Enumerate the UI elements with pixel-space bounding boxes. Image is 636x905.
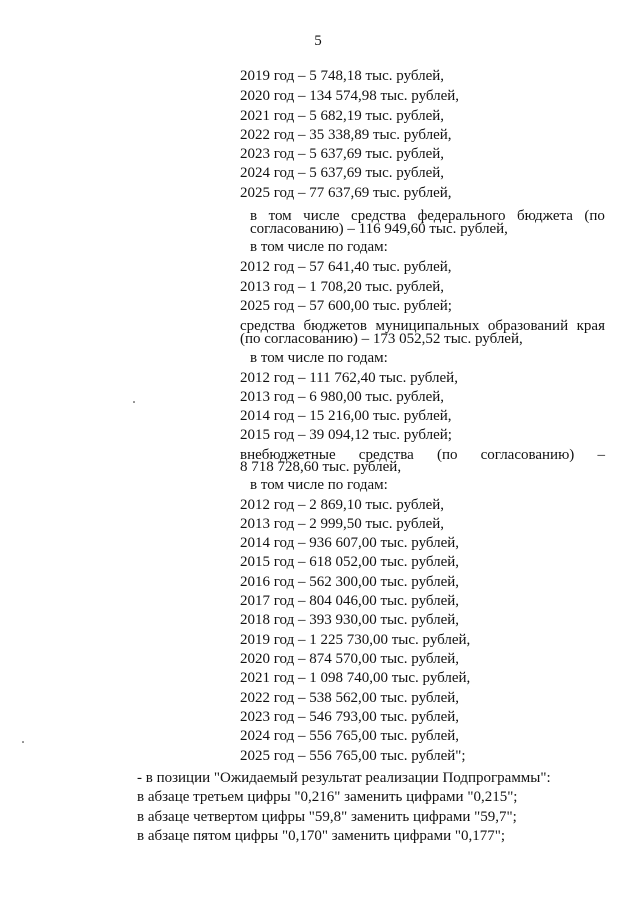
extrabudget-year-line: 2023 год – 546 793,00 тыс. рублей,	[240, 709, 460, 725]
word: федерального	[417, 208, 506, 224]
extrabudget-year-line: 2020 год – 874 570,00 тыс. рублей,	[240, 651, 460, 667]
word: согласованию)	[480, 447, 575, 463]
amendment-line: в абзаце пятом цифры "0,170" заменить цифрами "0,177";	[137, 828, 506, 844]
word: средства	[351, 208, 407, 224]
extrabudget-year-line: 2014 год – 936 607,00 тыс. рублей,	[240, 535, 460, 551]
by-years-label: в том числе по годам:	[250, 239, 388, 255]
budget-year-line: 2023 год – 5 637,69 тыс. рублей,	[240, 146, 445, 162]
extrabudget-year-line: 2015 год – 618 052,00 тыс. рублей,	[240, 554, 460, 570]
municipal-year-line: 2015 год – 39 094,12 тыс. рублей;	[240, 427, 452, 443]
budget-year-line: 2024 год – 5 637,69 тыс. рублей,	[240, 165, 445, 181]
extrabudget-year-line: 2018 год – 393 930,00 тыс. рублей,	[240, 612, 460, 628]
municipal-year-line: 2013 год – 6 980,00 тыс. рублей,	[240, 389, 445, 405]
municipal-year-line: 2014 год – 15 216,00 тыс. рублей,	[240, 408, 452, 424]
word: бюджетов	[303, 318, 367, 334]
by-years-label: в том числе по годам:	[250, 350, 388, 366]
federal-line-2: согласованию) – 116 949,60 тыс. рублей,	[250, 221, 508, 237]
budget-year-line: 2020 год – 134 574,98 тыс. рублей,	[240, 88, 460, 104]
word: средства	[358, 447, 414, 463]
extrabudget-year-line: 2013 год – 2 999,50 тыс. рублей,	[240, 516, 445, 532]
word: том	[268, 208, 292, 224]
extrabudget-year-line: 2016 год – 562 300,00 тыс. рублей,	[240, 574, 460, 590]
word: числе	[303, 208, 340, 224]
amendment-line: - в позиции "Ожидаемый результат реализации Подпрограммы":	[137, 770, 551, 786]
budget-year-line: 2019 год – 5 748,18 тыс. рублей,	[240, 68, 445, 84]
extrabudget-year-line: 2017 год – 804 046,00 тыс. рублей,	[240, 593, 460, 609]
word: –	[597, 447, 605, 463]
word: (по	[584, 208, 605, 224]
amendment-line: в абзаце четвертом цифры "59,8" заменить цифрами "59,7";	[137, 809, 517, 825]
extrabudget-year-line: 2021 год – 1 098 740,00 тыс. рублей,	[240, 670, 471, 686]
page-number: 5	[314, 33, 322, 49]
word: образований	[487, 318, 569, 334]
by-years-label: в том числе по годам:	[250, 477, 388, 493]
extrabudget-line-2: 8 718 728,60 тыс. рублей,	[240, 459, 402, 475]
federal-year-line: 2013 год – 1 708,20 тыс. рублей,	[240, 279, 445, 295]
extrabudget-year-line: 2012 год – 2 869,10 тыс. рублей,	[240, 497, 445, 513]
budget-year-line: 2025 год – 77 637,69 тыс. рублей,	[240, 185, 452, 201]
word: муниципальных	[375, 318, 480, 334]
word: бюджета	[516, 208, 573, 224]
extrabudget-year-line: 2019 год – 1 225 730,00 тыс. рублей,	[240, 632, 471, 648]
word: края	[576, 318, 605, 334]
word: в	[250, 208, 258, 224]
extrabudget-year-line: 2024 год – 556 765,00 тыс. рублей,	[240, 728, 460, 744]
federal-year-line: 2012 год – 57 641,40 тыс. рублей,	[240, 259, 452, 275]
extrabudget-year-line: 2025 год – 556 765,00 тыс. рублей";	[240, 748, 466, 764]
amendment-line: в абзаце третьем цифры "0,216" заменить цифрами "0,215";	[137, 789, 518, 805]
extrabudget-year-line: 2022 год – 538 562,00 тыс. рублей,	[240, 690, 460, 706]
federal-year-line: 2025 год – 57 600,00 тыс. рублей;	[240, 298, 452, 314]
word: внебюджетные	[240, 447, 336, 463]
scan-speck	[133, 401, 135, 403]
budget-year-line: 2022 год – 35 338,89 тыс. рублей,	[240, 127, 452, 143]
municipal-year-line: 2012 год – 111 762,40 тыс. рублей,	[240, 370, 458, 386]
municipal-line-2: (по согласованию) – 173 052,52 тыс. рублей,	[240, 331, 523, 347]
word: средства	[240, 318, 296, 334]
budget-year-line: 2021 год – 5 682,19 тыс. рублей,	[240, 108, 445, 124]
word: (по	[436, 447, 458, 463]
scan-speck	[22, 741, 24, 743]
